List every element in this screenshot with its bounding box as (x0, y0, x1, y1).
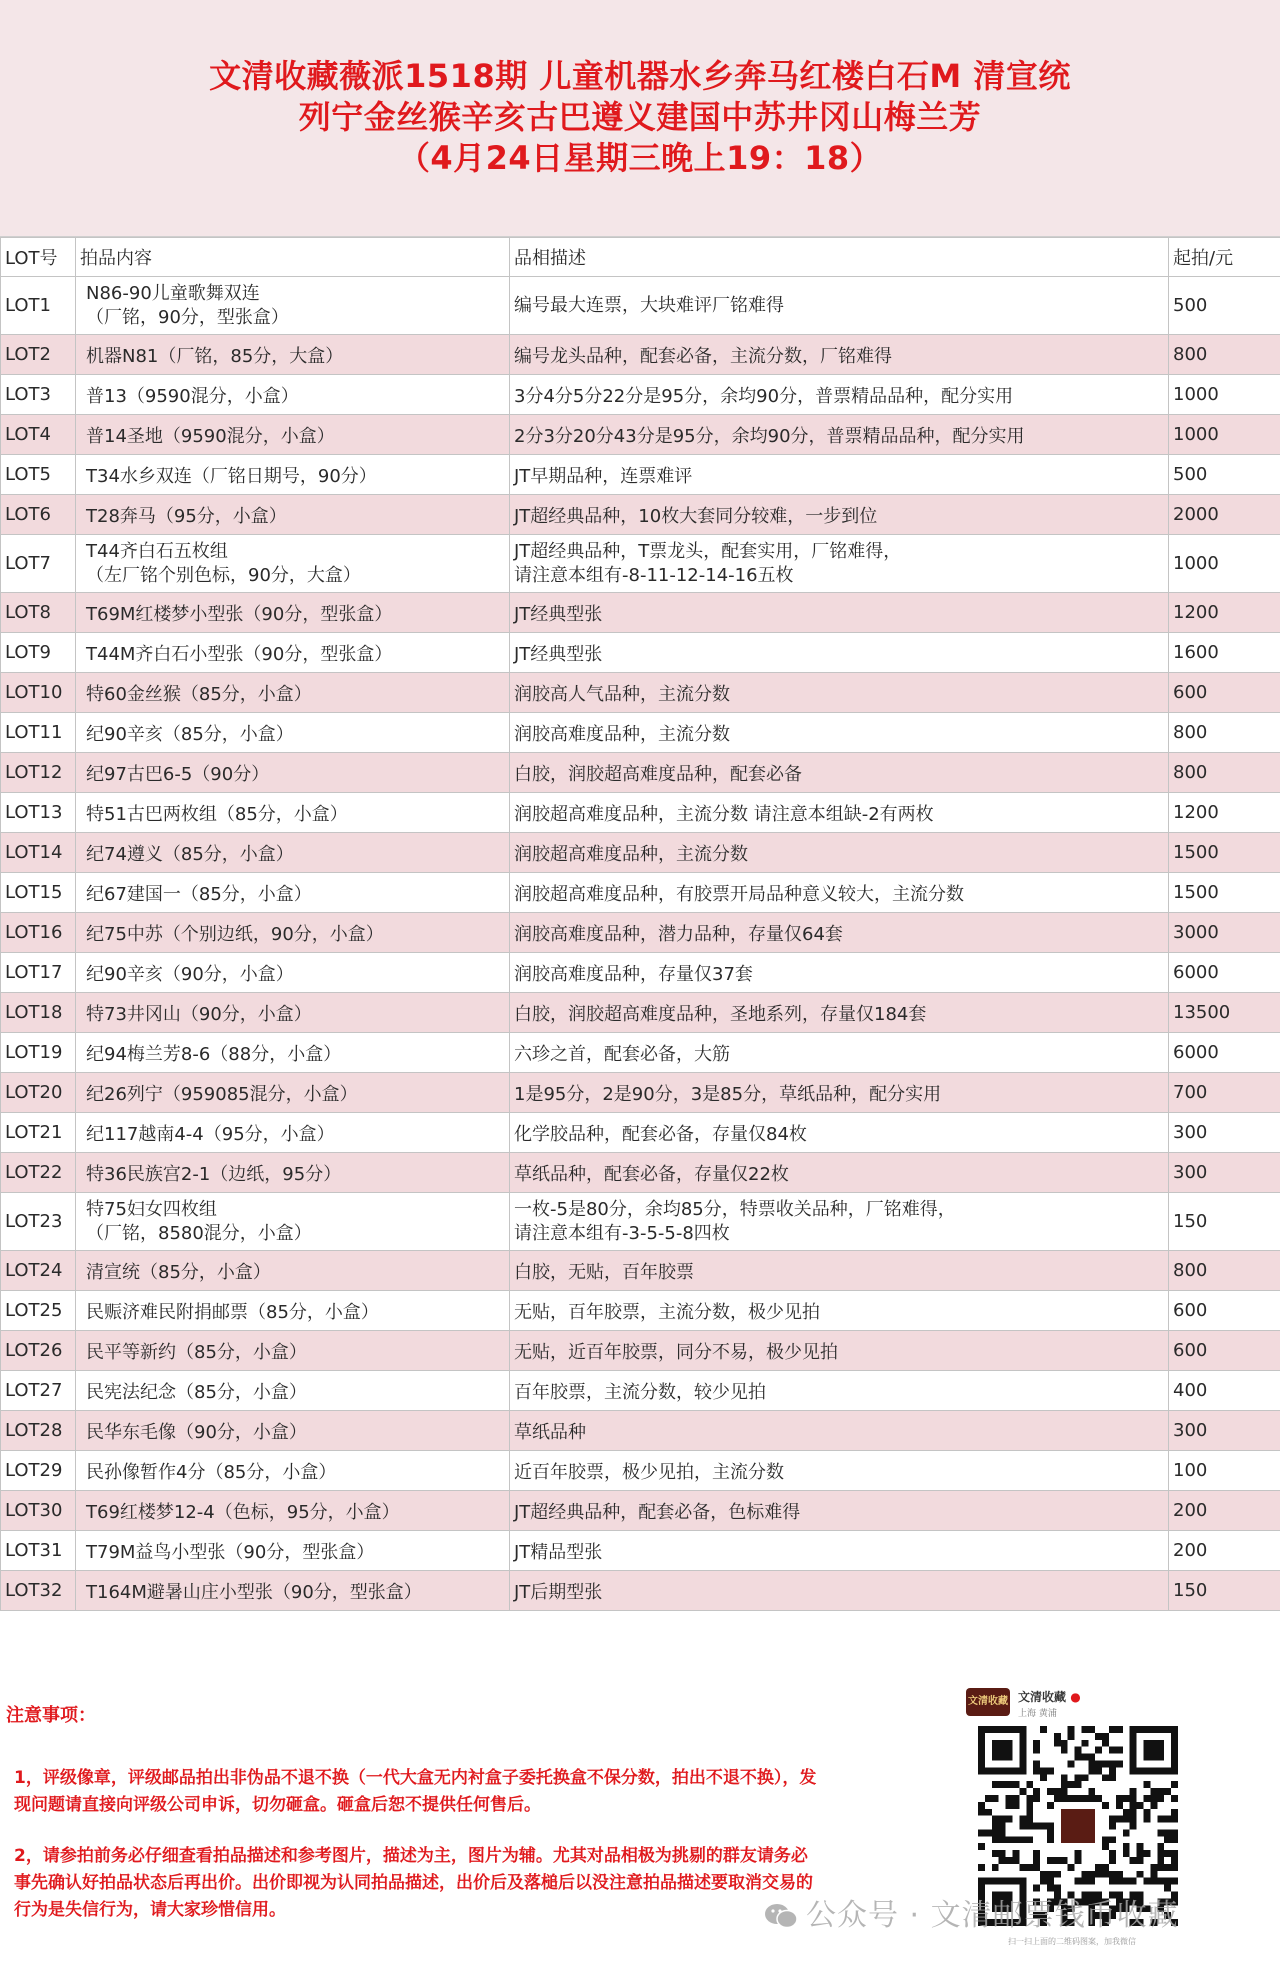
lot-cell: LOT9 (1, 633, 76, 673)
table-row (1, 833, 1280, 873)
item-cell: T34水乡双连（厂铭日期号，90分） (76, 455, 510, 495)
lot-cell: LOT4 (1, 415, 76, 455)
table-row (1, 593, 1280, 633)
desc-cell: 无贴，百年胶票，主流分数，极少见拍 (510, 1291, 1169, 1331)
table-row (1, 993, 1280, 1033)
lot-cell: LOT14 (1, 833, 76, 873)
desc-cell: JT后期型张 (510, 1571, 1169, 1611)
item-cell: T44齐白石五枚组 （左厂铭个别色标，90分，大盒） (76, 535, 510, 593)
price-cell: 200 (1169, 1491, 1280, 1531)
brand-name: 文清收藏 (1018, 1690, 1067, 1704)
table-header-row (1, 238, 1280, 277)
brand-logo: 文清收藏 (966, 1688, 1010, 1716)
item-cell: T69红楼梦12-4（色标，95分，小盒） (76, 1491, 510, 1531)
lot-cell: LOT28 (1, 1411, 76, 1451)
table-row (1, 1371, 1280, 1411)
item-cell: 纪94梅兰芳8-6（88分，小盒） (76, 1033, 510, 1073)
table-row (1, 455, 1280, 495)
lot-cell: LOT24 (1, 1251, 76, 1291)
price-cell: 100 (1169, 1451, 1280, 1491)
price-cell: 1500 (1169, 873, 1280, 913)
item-cell: 民宪法纪念（85分，小盒） (76, 1371, 510, 1411)
table-row (1, 753, 1280, 793)
lot-cell: LOT15 (1, 873, 76, 913)
desc-cell: JT经典型张 (510, 593, 1169, 633)
desc-cell: 3分4分5分22分是95分，余均90分，普票精品品种，配分实用 (510, 375, 1169, 415)
col-header-item: 拍品内容 (76, 238, 510, 277)
price-cell: 1600 (1169, 633, 1280, 673)
lot-cell: LOT19 (1, 1033, 76, 1073)
price-cell: 6000 (1169, 953, 1280, 993)
desc-cell: JT经典型张 (510, 633, 1169, 673)
table-row (1, 1033, 1280, 1073)
table-row (1, 673, 1280, 713)
lot-cell: LOT3 (1, 375, 76, 415)
table-row (1, 535, 1280, 593)
lot-cell: LOT12 (1, 753, 76, 793)
price-cell: 200 (1169, 1531, 1280, 1571)
price-cell: 1000 (1169, 375, 1280, 415)
item-cell: 特51古巴两枚组（85分，小盒） (76, 793, 510, 833)
table-row (1, 1251, 1280, 1291)
lot-cell: LOT32 (1, 1571, 76, 1611)
col-header-desc: 品相描述 (510, 238, 1169, 277)
desc-cell: 近百年胶票，极少见拍，主流分数 (510, 1451, 1169, 1491)
desc-cell: 百年胶票，主流分数，较少见拍 (510, 1371, 1169, 1411)
lot-cell: LOT30 (1, 1491, 76, 1531)
auction-header (0, 0, 1280, 237)
price-cell: 3000 (1169, 913, 1280, 953)
item-cell: 特36民族宫2-1（边纸，95分） (76, 1153, 510, 1193)
desc-cell: JT超经典品种，配套必备，色标难得 (510, 1491, 1169, 1531)
price-cell: 1200 (1169, 793, 1280, 833)
price-cell: 500 (1169, 455, 1280, 495)
lot-cell: LOT20 (1, 1073, 76, 1113)
desc-cell: 2分3分20分43分是95分，余均90分，普票精品品种，配分实用 (510, 415, 1169, 455)
header-title-line1: 文清收藏薇派1518期 儿童机器水乡奔马红楼白石M 清宣统 (209, 57, 1071, 95)
price-cell: 400 (1169, 1371, 1280, 1411)
item-cell: 特73井冈山（90分，小盒） (76, 993, 510, 1033)
lot-cell: LOT10 (1, 673, 76, 713)
item-cell: 纪97古巴6-5（90分） (76, 753, 510, 793)
lot-table (0, 237, 1280, 1611)
item-cell: 民平等新约（85分，小盒） (76, 1331, 510, 1371)
item-cell: 纪26列宁（959085混分，小盒） (76, 1073, 510, 1113)
table-row (1, 953, 1280, 993)
price-cell: 800 (1169, 335, 1280, 375)
wechat-icon (764, 1903, 798, 1929)
lot-cell: LOT29 (1, 1451, 76, 1491)
desc-cell: 白胶，润胶超高难度品种，圣地系列，存量仅184套 (510, 993, 1169, 1033)
lot-cell: LOT13 (1, 793, 76, 833)
desc-cell: 润胶超高难度品种，主流分数 (510, 833, 1169, 873)
price-cell: 150 (1169, 1193, 1280, 1251)
item-cell: 纪117越南4-4（95分，小盒） (76, 1113, 510, 1153)
watermark-text: 公众号 · 文清邮票钱币收藏 (806, 1898, 1179, 1933)
item-cell: 普14圣地（9590混分，小盒） (76, 415, 510, 455)
lot-cell: LOT17 (1, 953, 76, 993)
price-cell: 1000 (1169, 415, 1280, 455)
price-cell: 600 (1169, 673, 1280, 713)
lot-cell: LOT1 (1, 277, 76, 335)
price-cell: 800 (1169, 753, 1280, 793)
item-cell: 民赈济难民附捐邮票（85分，小盒） (76, 1291, 510, 1331)
lot-cell: LOT22 (1, 1153, 76, 1193)
item-cell: T28奔马（95分，小盒） (76, 495, 510, 535)
table-row (1, 1571, 1280, 1611)
price-cell: 800 (1169, 1251, 1280, 1291)
desc-cell: 润胶高难度品种，潜力品种，存量仅64套 (510, 913, 1169, 953)
table-row (1, 375, 1280, 415)
item-cell: 清宣统（85分，小盒） (76, 1251, 510, 1291)
lot-cell: LOT6 (1, 495, 76, 535)
desc-cell: JT超经典品种，10枚大套同分较难，一步到位 (510, 495, 1169, 535)
header-title-line2: 列宁金丝猴辛亥古巴遵义建国中苏井冈山梅兰芳 (298, 98, 982, 136)
desc-cell: JT早期品种，连票难评 (510, 455, 1169, 495)
desc-cell: JT精品型张 (510, 1531, 1169, 1571)
desc-cell: 润胶高难度品种，存量仅37套 (510, 953, 1169, 993)
brand-location: 上海 黄浦 (1018, 1709, 1057, 1719)
table-row (1, 415, 1280, 455)
desc-cell: 白胶，无贴，百年胶票 (510, 1251, 1169, 1291)
desc-cell: 化学胶品种，配套必备，存量仅84枚 (510, 1113, 1169, 1153)
lot-cell: LOT31 (1, 1531, 76, 1571)
lot-table-body (1, 277, 1280, 1611)
lot-cell: LOT11 (1, 713, 76, 753)
desc-cell: 一枚-5是80分，余均85分，特票收关品种，厂铭难得， 请注意本组有-3-5-5-8四枚 (510, 1193, 1169, 1251)
notes-item-1: 1，评级像章，评级邮品拍出非伪品不退不换（一代大盒无内衬盒子委托换盒不保分数，拍出不退不换），发现问题请直接向评级公司申诉，切勿砸盒。砸盒后恕不提供任何售后。 (14, 1768, 817, 1815)
price-cell: 600 (1169, 1291, 1280, 1331)
item-cell: 纪90辛亥（85分，小盒） (76, 713, 510, 753)
desc-cell: 无贴，近百年胶票，同分不易，极少见拍 (510, 1331, 1169, 1371)
item-cell: 纪67建国一（85分，小盒） (76, 873, 510, 913)
desc-cell: 草纸品种，配套必备，存量仅22枚 (510, 1153, 1169, 1193)
price-cell: 150 (1169, 1571, 1280, 1611)
table-row (1, 1331, 1280, 1371)
item-cell: T44M齐白石小型张（90分，型张盒） (76, 633, 510, 673)
table-row (1, 1451, 1280, 1491)
item-cell: N86-90儿童歌舞双连 （厂铭，90分，型张盒） (76, 277, 510, 335)
lot-cell: LOT27 (1, 1371, 76, 1411)
col-header-price: 起拍/元 (1169, 238, 1280, 277)
lot-cell: LOT2 (1, 335, 76, 375)
price-cell: 500 (1169, 277, 1280, 335)
lot-cell: LOT8 (1, 593, 76, 633)
notes-item-2: 2，请参拍前务必仔细查看拍品描述和参考图片，描述为主，图片为辅。尤其对品相极为挑剔的群友请务必事先确认好拍品状态后再出价。出价即视为认同拍品描述，出价后及落槌后以没注意拍品描述要取消交易的行为是失信行为，请大家珍惜信用。 (14, 1846, 813, 1920)
col-header-lot: LOT号 (1, 238, 76, 277)
item-cell: 民华东毛像（90分，小盒） (76, 1411, 510, 1451)
desc-cell: 六珍之首，配套必备，大筋 (510, 1033, 1169, 1073)
table-row (1, 913, 1280, 953)
item-cell: 机器N81（厂铭，85分，大盒） (76, 335, 510, 375)
desc-cell: 草纸品种 (510, 1411, 1169, 1451)
table-row (1, 1193, 1280, 1251)
item-cell: T69M红楼梦小型张（90分，型张盒） (76, 593, 510, 633)
lot-cell: LOT18 (1, 993, 76, 1033)
table-row (1, 1411, 1280, 1451)
lot-cell: LOT5 (1, 455, 76, 495)
table-row (1, 1531, 1280, 1571)
price-cell: 2000 (1169, 495, 1280, 535)
item-cell: T79M益鸟小型张（90分，型张盒） (76, 1531, 510, 1571)
header-date-line: （4月24日星期三晚上19：18） (397, 139, 883, 177)
price-cell: 1000 (1169, 535, 1280, 593)
table-row (1, 873, 1280, 913)
wechat-watermark (764, 1890, 1179, 1934)
table-row (1, 335, 1280, 375)
lot-cell: LOT26 (1, 1331, 76, 1371)
price-cell: 6000 (1169, 1033, 1280, 1073)
table-row (1, 1153, 1280, 1193)
price-cell: 1500 (1169, 833, 1280, 873)
desc-cell: JT超经典品种，T票龙头，配套实用，厂铭难得， 请注意本组有-8-11-12-14-16五枚 (510, 535, 1169, 593)
price-cell: 300 (1169, 1153, 1280, 1193)
table-row (1, 1113, 1280, 1153)
table-row (1, 713, 1280, 753)
table-row (1, 495, 1280, 535)
item-cell: 纪74遵义（85分，小盒） (76, 833, 510, 873)
table-row (1, 793, 1280, 833)
price-cell: 800 (1169, 713, 1280, 753)
table-row (1, 277, 1280, 335)
price-cell: 700 (1169, 1073, 1280, 1113)
lot-cell: LOT25 (1, 1291, 76, 1331)
desc-cell: 1是95分，2是90分，3是85分，草纸品种，配分实用 (510, 1073, 1169, 1113)
desc-cell: 润胶高人气品种，主流分数 (510, 673, 1169, 713)
desc-cell: 编号最大连票，大块难评厂铭难得 (510, 277, 1169, 335)
desc-cell: 润胶高难度品种，主流分数 (510, 713, 1169, 753)
price-cell: 300 (1169, 1411, 1280, 1451)
brand-dot-icon: ● (1066, 1690, 1081, 1704)
qr-caption: 扫一扫上面的二维码图案，加我微信 (1008, 1937, 1136, 1946)
item-cell: 纪75中苏（个别边纸，90分，小盒） (76, 913, 510, 953)
price-cell: 300 (1169, 1113, 1280, 1153)
desc-cell: 润胶超高难度品种，主流分数 请注意本组缺-2有两枚 (510, 793, 1169, 833)
table-row (1, 1491, 1280, 1531)
notes-title: 注意事项： (6, 1705, 96, 1726)
item-cell: 特60金丝猴（85分，小盒） (76, 673, 510, 713)
lot-cell: LOT23 (1, 1193, 76, 1251)
item-cell: T164M避暑山庄小型张（90分，型张盒） (76, 1571, 510, 1611)
table-row (1, 1291, 1280, 1331)
lot-cell: LOT16 (1, 913, 76, 953)
lot-cell: LOT7 (1, 535, 76, 593)
item-cell: 普13（9590混分，小盒） (76, 375, 510, 415)
price-cell: 600 (1169, 1331, 1280, 1371)
price-cell: 1200 (1169, 593, 1280, 633)
desc-cell: 编号龙头品种，配套必备，主流分数，厂铭难得 (510, 335, 1169, 375)
item-cell: 纪90辛亥（90分，小盒） (76, 953, 510, 993)
desc-cell: 润胶超高难度品种，有胶票开局品种意义较大，主流分数 (510, 873, 1169, 913)
item-cell: 特75妇女四枚组 （厂铭，8580混分，小盒） (76, 1193, 510, 1251)
item-cell: 民孙像暂作4分（85分，小盒） (76, 1451, 510, 1491)
table-row (1, 633, 1280, 673)
price-cell: 13500 (1169, 993, 1280, 1033)
desc-cell: 白胶，润胶超高难度品种，配套必备 (510, 753, 1169, 793)
lot-cell: LOT21 (1, 1113, 76, 1153)
table-row (1, 1073, 1280, 1113)
